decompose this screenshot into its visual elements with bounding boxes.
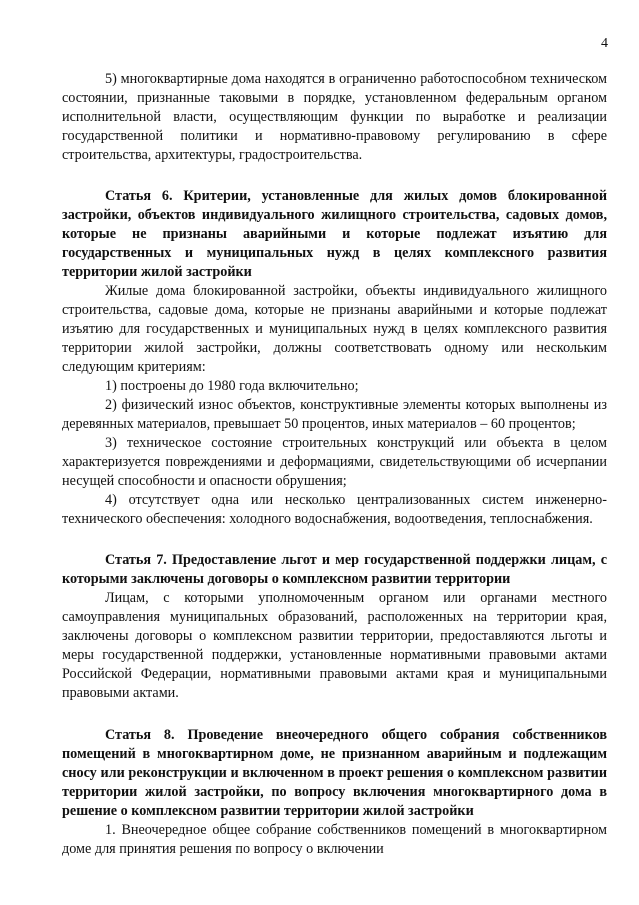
paragraph-item-5: 5) многоквартирные дома находятся в ограниченно работоспособном техническом состоянии, признанные таковыми в порядке, установленном федеральным органом исполнительной власти, осуществляющим функции по выработке и реализации государственной политики и нормативно-правовому регулированию в сфере строительства, архитектуры, градостроительства.	[62, 71, 607, 163]
article-6-heading: Статья 6. Критерии, установленные для жилых домов блокированной застройки, объектов индивидуального жилищного строительства, садовых домов, которые не признаны аварийными и которые подлежат изъятию для государственных и муниципальных нужд в целях комплексного развития территории жилой застройки	[62, 188, 607, 280]
article-6-criterion-1: 1) построены до 1980 года включительно;	[105, 378, 359, 394]
article-6-criterion-3: 3) техническое состояние строительных конструкций или объекта в целом характеризуется повреждениями и деформациями, свидетельствующими об исчерпании несущей способности и опасности обрушения;	[62, 435, 607, 489]
article-6-criterion-4: 4) отсутствует одна или несколько централизованных систем инженерно-технического обеспечения: холодного водоснабжения, водоотведения, теплоснабжения.	[62, 492, 607, 527]
article-6-criterion-2: 2) физический износ объектов, конструктивные элементы которых выполнены из деревянных материалов, превышает 50 процентов, иных материалов – 60 процентов;	[62, 397, 607, 432]
document-body	[62, 70, 607, 859]
article-8-item-1: 1. Внеочередное общее собрание собственников помещений в многоквартирном доме для принятия решения по вопросу о включении	[62, 822, 607, 857]
article-7-text: Лицам, с которыми уполномоченным органом или органами местного самоуправления муниципальных образований, расположенных на территории края, заключены договоры о комплексном развитии территории, предоставляются льготы и меры государственной поддержки, установленные нормативными правовыми актами Российской Федерации, нормативными правовыми актами края и муниципальными правовыми актами.	[62, 590, 607, 701]
page-number: 4	[601, 36, 608, 51]
article-8-heading: Статья 8. Проведение внеочередного общего собрания собственников помещений в многоквартирном доме, не признанном аварийным и подлежащим сносу или реконструкции и включенном в проект решения о комплексном развитии территории жилой застройки, по вопросу включения многоквартирного дома в решение о комплексном развитии территории жилой застройки	[62, 727, 607, 819]
article-7-heading: Статья 7. Предоставление льгот и мер государственной поддержки лицам, с которыми заключены договоры о комплексном развитии территории	[62, 552, 607, 587]
article-6-intro: Жилые дома блокированной застройки, объекты индивидуального жилищного строительства, садовые дома, которые не признаны аварийными и которые подлежат изъятию для государственных и муниципальных нужд в целях комплексного развития территории жилой застройки, должны соответствовать одному или нескольким следующим критериям:	[62, 283, 607, 375]
